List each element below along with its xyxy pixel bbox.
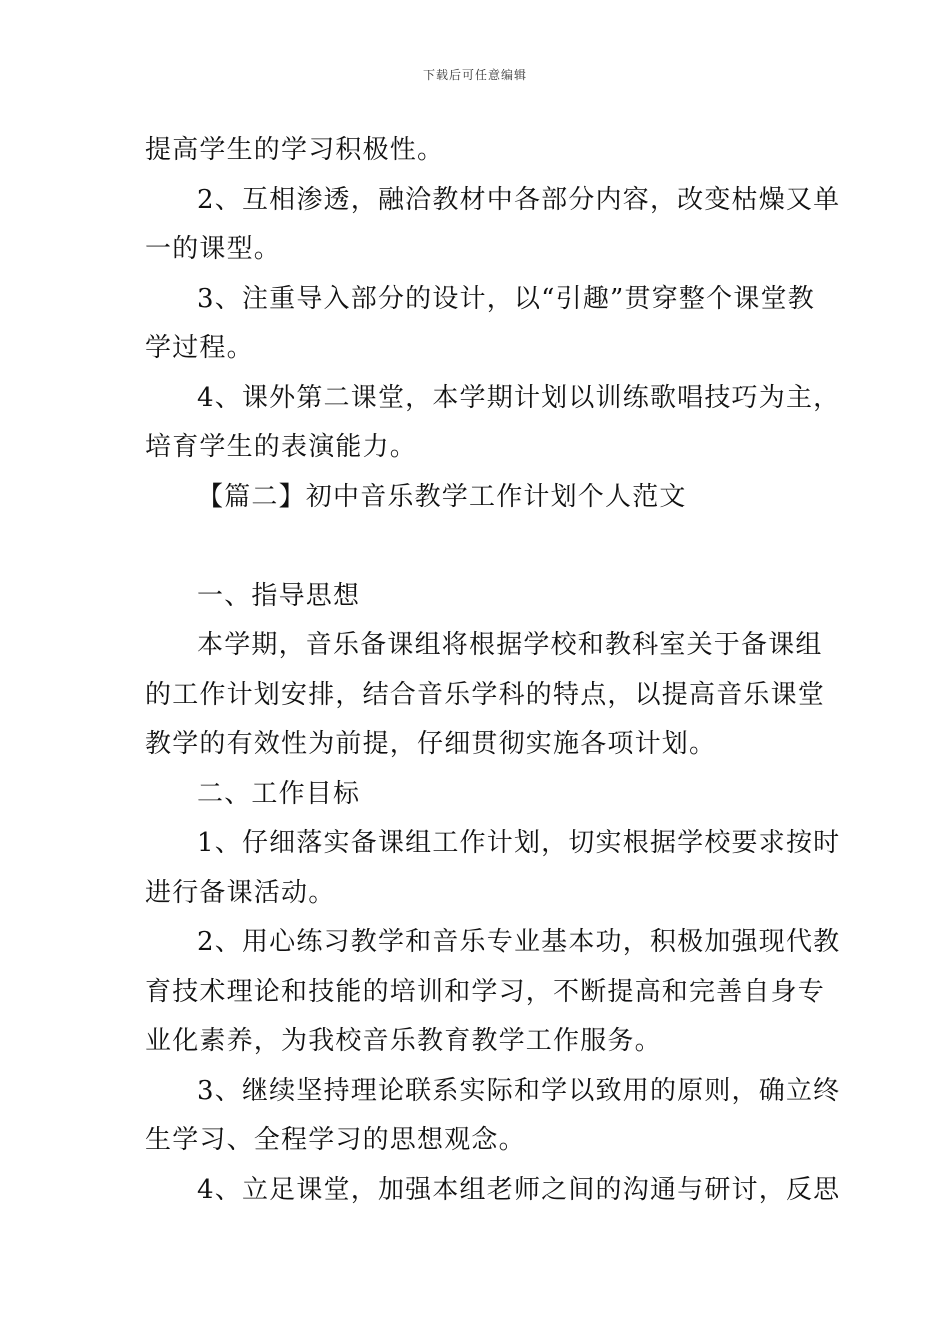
paragraph-line: 培育学生的表演能力。 xyxy=(145,432,418,462)
section-heading: 一、指导思想 xyxy=(197,580,361,611)
paragraph-line: 业化素养，为我校音乐教育教学工作服务。 xyxy=(145,1026,662,1056)
page-header-note: 下载后可任意编辑 xyxy=(422,68,527,82)
section-heading: 二、工作目标 xyxy=(197,778,361,809)
paragraph-line: 3、注重导入部分的设计，以“引趣”贯穿整个课堂教 xyxy=(197,283,815,314)
paragraph-line: 学过程。 xyxy=(145,333,254,363)
paragraph-line: 进行备课活动。 xyxy=(145,877,336,908)
paragraph-line: 本学期，音乐备课组将根据学校和教科室关于备课组 xyxy=(197,630,823,660)
paragraph-line: 1、仔细落实备课组工作计划，切实根据学校要求按时 xyxy=(197,828,841,858)
paragraph-line: 3、继续坚持理论联系实际和学以致用的原则，确立终 xyxy=(197,1075,841,1106)
paragraph-line: 2、互相渗透，融洽教材中各部分内容，改变枯燥又单 xyxy=(197,184,841,215)
paragraph-line: 教学的有效性为前提，仔细贯彻实施各项计划。 xyxy=(145,729,717,759)
blank-line xyxy=(145,522,805,572)
paragraph-line: 提高学生的学习积极性。 xyxy=(145,135,445,165)
paragraph-line: 育技术理论和技能的培训和学习，不断提高和完善自身专 xyxy=(145,976,826,1007)
paragraph-line: 生学习、全程学习的思想观念。 xyxy=(145,1125,526,1155)
paragraph-line: 4、立足课堂，加强本组老师之间的沟通与研讨，反思 xyxy=(197,1174,841,1205)
document-body xyxy=(145,126,841,1215)
paragraph-line: 一的课型。 xyxy=(145,234,282,264)
section-title: 【篇二】初中音乐教学工作计划个人范文 xyxy=(197,481,687,512)
paragraph-line: 的工作计划安排，结合音乐学科的特点，以提高音乐课堂 xyxy=(145,679,826,710)
paragraph-line: 4、课外第二课堂，本学期计划以训练歌唱技巧为主， xyxy=(197,382,841,413)
paragraph-line: 2、用心练习教学和音乐专业基本功，积极加强现代教 xyxy=(197,927,841,957)
